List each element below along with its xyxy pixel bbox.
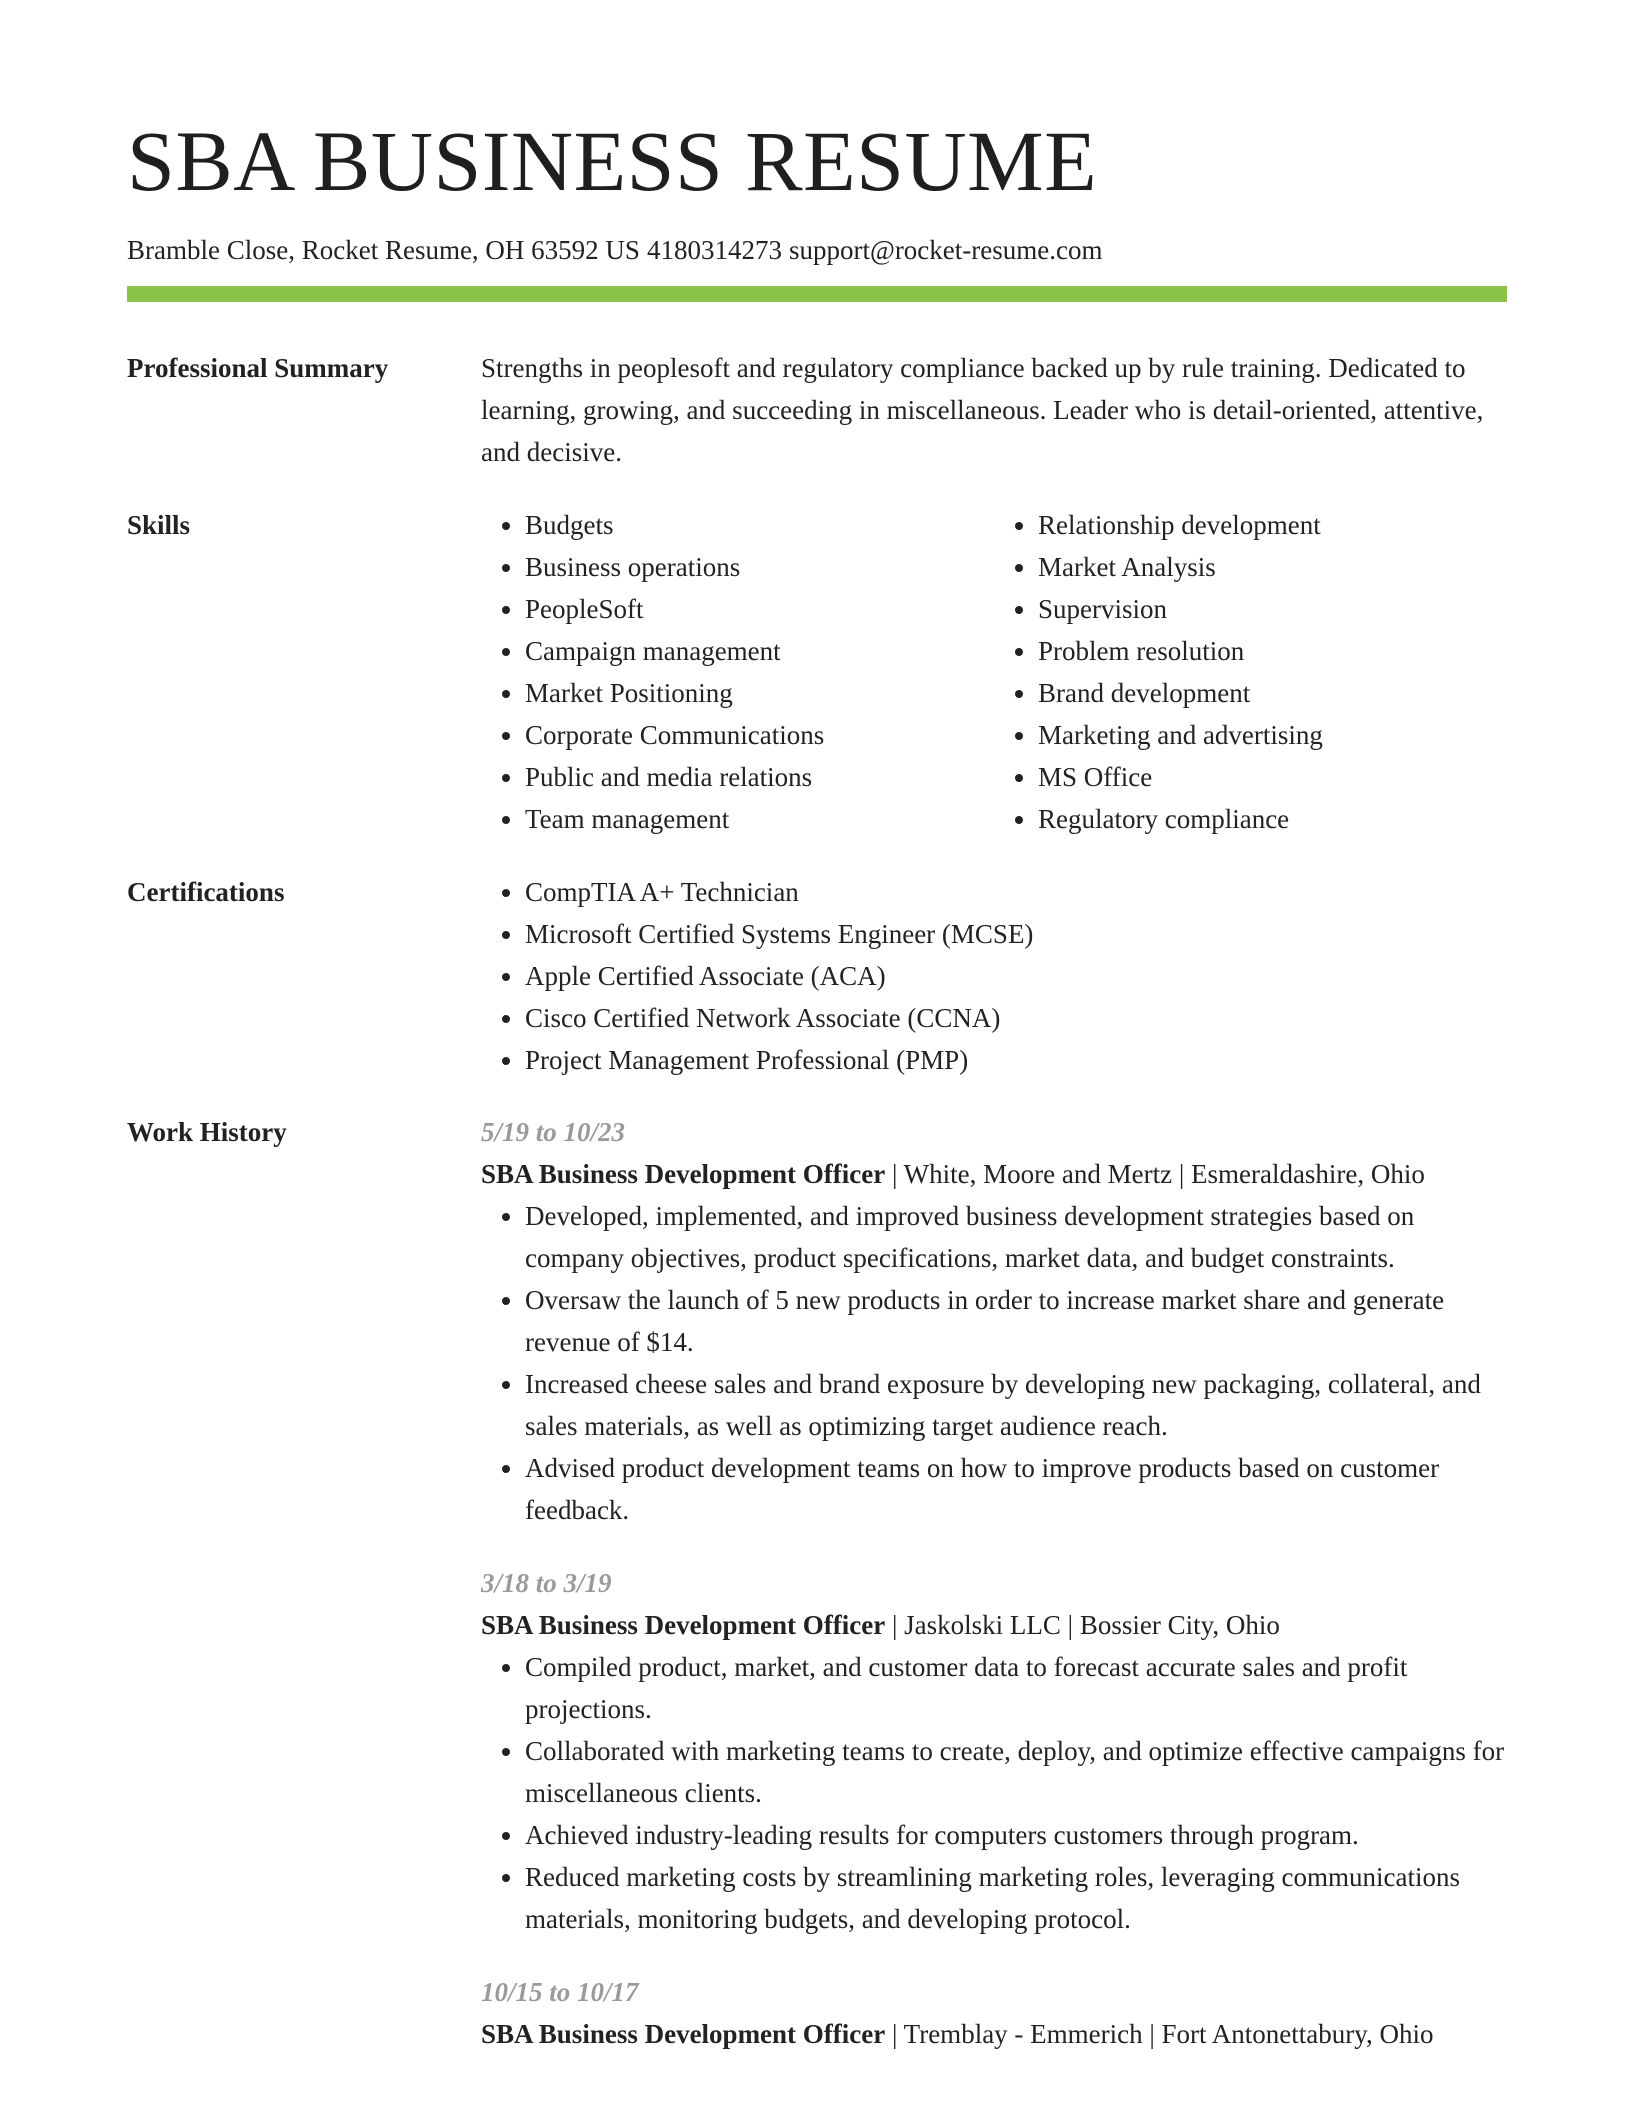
job-dates: 5/19 to 10/23 <box>481 1117 626 1147</box>
job-employer-location: | White, Moore and Mertz | Esmeraldashire, Ohio <box>885 1159 1425 1189</box>
job-employer-location: | Jaskolski LLC | Bossier City, Ohio <box>885 1610 1280 1640</box>
skill-item: • Market Positioning <box>525 672 994 714</box>
job-bullet: • Advised product development teams on how to improve products based on customer feedback. <box>525 1447 1507 1531</box>
certification-item: • CompTIA A+ Technician <box>525 871 1507 913</box>
skill-item: • Public and media relations <box>525 756 994 798</box>
work-history-body <box>481 1111 1507 2055</box>
contact-line <box>127 232 1102 268</box>
skills-list-right <box>994 504 1507 840</box>
skills-list-left <box>481 504 994 840</box>
job-dates: 10/15 to 10/17 <box>481 1977 639 2007</box>
job-dates: 3/18 to 3/19 <box>481 1568 612 1598</box>
skill-item: • Market Analysis <box>1038 546 1507 588</box>
skill-item: • Campaign management <box>525 630 994 672</box>
contact-address: Bramble Close, Rocket Resume, OH 63592 US <box>127 235 640 265</box>
job-employer-location: | Tremblay - Emmerich | Fort Antonettabury, Ohio <box>885 2019 1434 2049</box>
job-entry <box>481 1971 1507 2055</box>
skill-item: • Supervision <box>1038 588 1507 630</box>
summary-body <box>481 347 1507 473</box>
job-title: SBA Business Development Officer <box>481 1610 886 1640</box>
certification-item: • Cisco Certified Network Associate (CCNA) <box>525 997 1507 1039</box>
job-bullet: • Reduced marketing costs by streamlining marketing roles, leveraging communications materials, monitoring budgets, and developing protocol. <box>525 1856 1507 1940</box>
certification-item: • Apple Certified Associate (ACA) <box>525 955 1507 997</box>
work-history-label: Work History <box>127 1117 287 1147</box>
job-title-line <box>481 2013 1507 2055</box>
job-bullet: • Compiled product, market, and customer data to forecast accurate sales and profit projections. <box>525 1646 1507 1730</box>
skill-item: • Relationship development <box>1038 504 1507 546</box>
job-bullet: • Achieved industry-leading results for computers customers through program. <box>525 1814 1507 1856</box>
skills-body <box>481 504 1507 840</box>
job-bullet: • Collaborated with marketing teams to create, deploy, and optimize effective campaigns for miscellaneous clients. <box>525 1730 1507 1814</box>
header-divider <box>127 286 1507 302</box>
job-bullets <box>481 1646 1507 1940</box>
certification-item: • Microsoft Certified Systems Engineer (MCSE) <box>525 913 1507 955</box>
skill-item: • Business operations <box>525 546 994 588</box>
contact-phone: 4180314273 <box>646 235 782 265</box>
skill-item: • Corporate Communications <box>525 714 994 756</box>
skills-label: Skills <box>127 510 191 540</box>
skill-item: • Budgets <box>525 504 994 546</box>
skill-item: • Marketing and advertising <box>1038 714 1507 756</box>
job-title-line <box>481 1153 1507 1195</box>
skill-item: • Problem resolution <box>1038 630 1507 672</box>
job-title: SBA Business Development Officer <box>481 1159 886 1189</box>
certifications-list <box>481 871 1507 1081</box>
summary-label: Professional Summary <box>127 353 389 383</box>
job-bullet: • Increased cheese sales and brand exposure by developing new packaging, collateral, and sales materials, as well as optimizing target audience reach. <box>525 1363 1507 1447</box>
job-title: SBA Business Development Officer <box>481 2019 886 2049</box>
job-bullets <box>481 1195 1507 1531</box>
skill-item: • Brand development <box>1038 672 1507 714</box>
job-entry <box>481 1562 1507 1940</box>
certifications-body <box>481 871 1507 1081</box>
summary-text: Strengths in peoplesoft and regulatory compliance backed up by rule training. Dedicated to learning, growing, and succeeding in miscellaneous. Leader who is detail-oriented, attentive, and decisive. <box>481 353 1484 467</box>
skill-item: • Team management <box>525 798 994 840</box>
skill-item: • PeopleSoft <box>525 588 994 630</box>
job-title-line <box>481 1604 1507 1646</box>
job-entry <box>481 1111 1507 1531</box>
contact-email: support@rocket-resume.com <box>788 235 1103 265</box>
job-bullet: • Oversaw the launch of 5 new products in order to increase market share and generate revenue of $14. <box>525 1279 1507 1363</box>
certifications-label: Certifications <box>127 877 285 907</box>
skill-item: • Regulatory compliance <box>1038 798 1507 840</box>
certification-item: • Project Management Professional (PMP) <box>525 1039 1507 1081</box>
job-bullet: • Developed, implemented, and improved business development strategies based on company objectives, product specifications, market data, and budget constraints. <box>525 1195 1507 1279</box>
skill-item: • MS Office <box>1038 756 1507 798</box>
resume-name: SBA BUSINESS RESUME <box>127 113 1098 209</box>
